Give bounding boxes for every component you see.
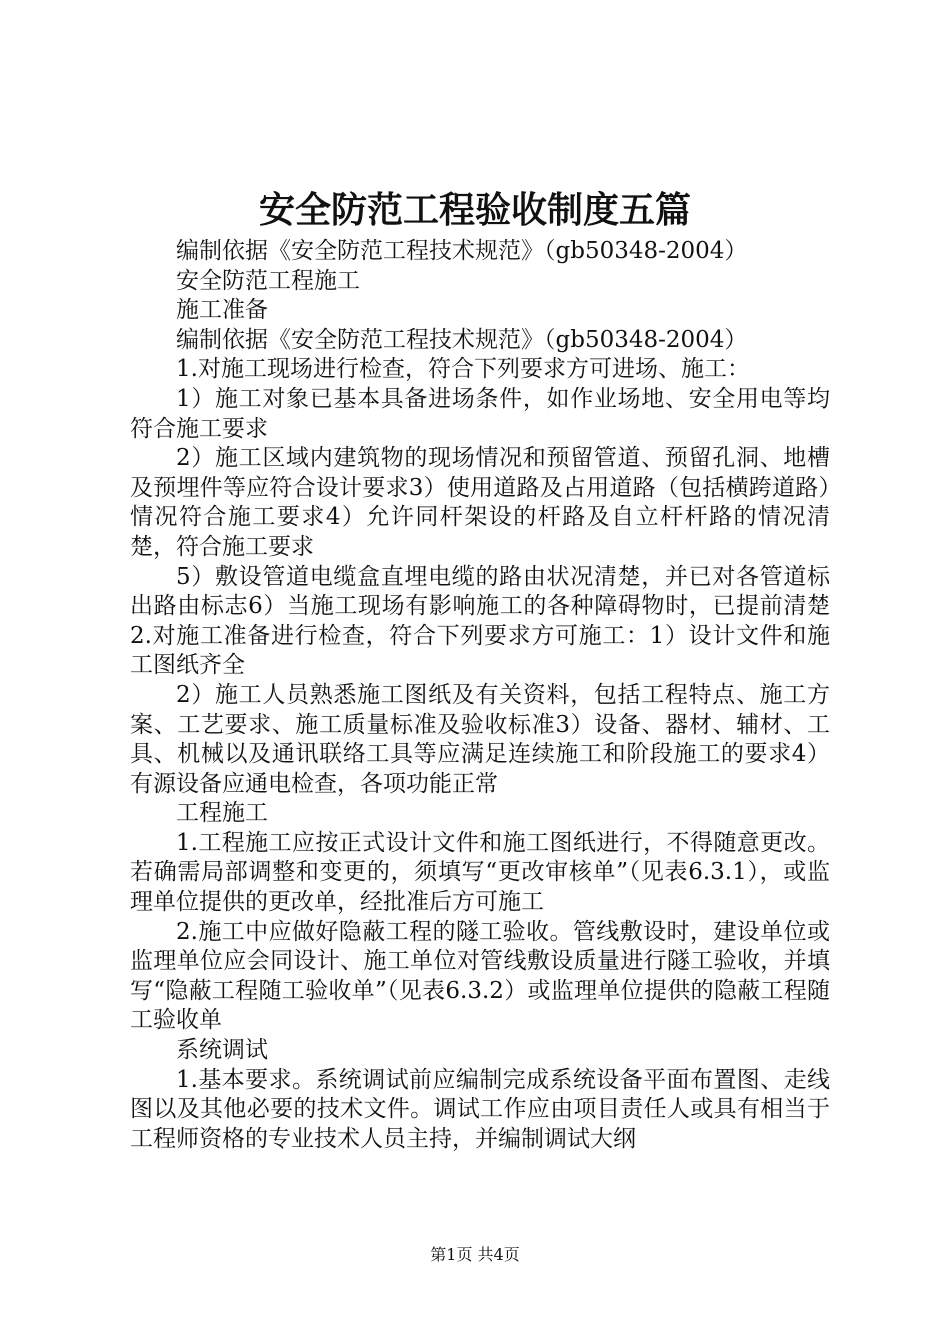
paragraph: 编制依据《安全防范工程技术规范》（gb50348-2004） — [176, 326, 748, 353]
paragraph: 编制依据《安全防范工程技术规范》（gb50348-2004） — [176, 238, 748, 264]
paragraph: 2）施工人员熟悉施工图纸及有关资料，包括工程特点、施工方案、工艺要求、施工质量标准及验收标准3）设备、器材、辅材、工具、机械以及通讯联络工具等应满足连续施工和阶段施工的要求4）有源设备应通电检查，各项功能正常 — [130, 681, 830, 797]
page-title: 安全防范工程验收制度五篇 — [258, 189, 691, 231]
page-number: 第1页 共4页 — [430, 1245, 520, 1264]
document-body — [130, 237, 830, 1154]
paragraph: 1.基本要求。系统调试前应编制完成系统设备平面布置图、走线图以及其他必要的技术文件。调试工作应由项目责任人或具有相当于工程师资格的专业技术人员主持，并编制调试大纲 — [130, 1066, 830, 1152]
section-heading: 系统调试 — [176, 1037, 268, 1064]
section-heading: 工程施工 — [176, 800, 268, 827]
paragraph: 5）敷设管道电缆盒直埋电缆的路由状况清楚，并已对各管道标出路由标志6）当施工现场有影响施工的各种障碍物时，已提前清楚2.对施工准备进行检查，符合下列要求方可施工：1）设计文件和施工图纸齐全 — [130, 563, 830, 679]
paragraph: 1.对施工现场进行检查，符合下列要求方可进场、施工： — [176, 356, 750, 383]
paragraph: 2.施工中应做好隐蔽工程的隧工验收。管线敷设时，建设单位或监理单位应会同设计、施工单位对管线敷设质量进行隧工验收，并填写“隐蔽工程随工验收单”（见表6.3.2）或监理单位提供的隐蔽工程随工验收单 — [130, 918, 830, 1034]
section-heading: 安全防范工程施工 — [176, 267, 360, 294]
paragraph: 1.工程施工应按正式设计文件和施工图纸进行，不得随意更改。若确需局部调整和变更的，须填写“更改审核单”（见表6.3.1），或监理单位提供的更改单，经批准后方可施工 — [130, 829, 830, 916]
section-heading: 施工准备 — [176, 297, 268, 324]
paragraph: 1）施工对象已基本具备进场条件，如作业场地、安全用电等均符合施工要求 — [130, 385, 830, 442]
paragraph: 2）施工区域内建筑物的现场情况和预留管道、预留孔洞、地槽及预埋件等应符合设计要求3）使用道路及占用道路（包括横跨道路）情况符合施工要求4）允许同杆架设的杆路及自立杆杆路的情况清楚，符合施工要求 — [130, 445, 830, 560]
